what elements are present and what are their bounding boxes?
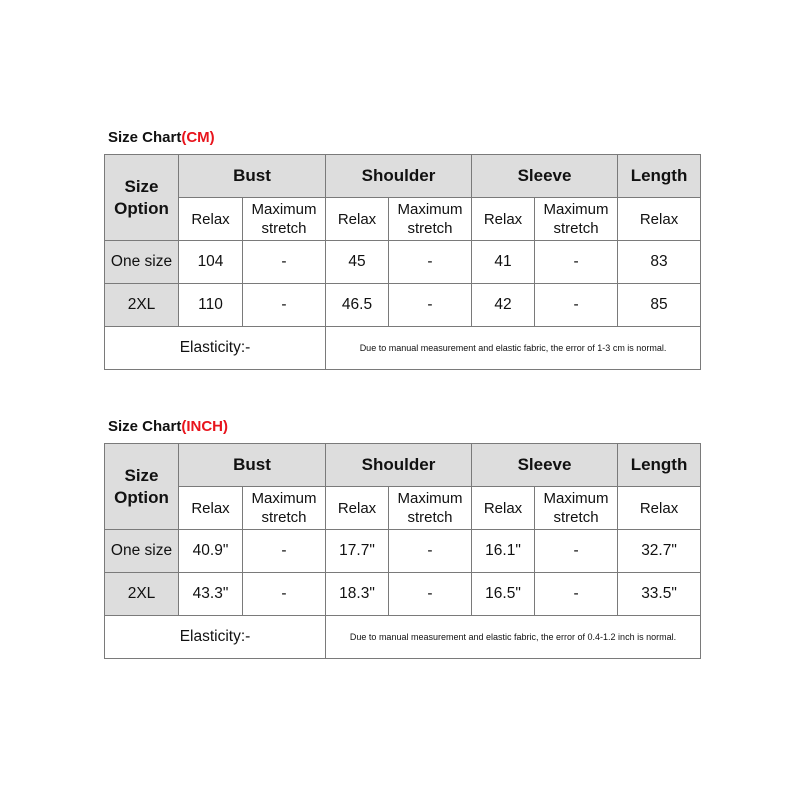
length-value: 33.5": [618, 573, 701, 616]
shoulder-value: 45: [326, 241, 389, 284]
header-sleeve: Sleeve: [472, 155, 618, 198]
table-row: [105, 530, 701, 573]
elasticity-label: Elasticity:-: [105, 327, 326, 370]
size-label: 2XL: [105, 284, 179, 327]
bust-max-value: -: [243, 573, 326, 616]
sub-max-stretch: Maximum stretch: [389, 487, 472, 530]
size-header-bottom: Option: [114, 198, 169, 218]
sub-relax: Relax: [472, 487, 535, 530]
bust-value: 104: [179, 241, 243, 284]
table-row: [105, 241, 701, 284]
table-row: [105, 573, 701, 616]
chart-title: [108, 128, 700, 154]
sleeve-value: 42: [472, 284, 535, 327]
bust-max-value: -: [243, 284, 326, 327]
measurement-note: Due to manual measurement and elastic fabric, the error of 1-3 cm is normal.: [326, 327, 701, 370]
bust-max-value: -: [243, 241, 326, 284]
size-chart-cm: [104, 128, 700, 370]
sleeve-value: 16.5": [472, 573, 535, 616]
sub-relax: Relax: [618, 487, 701, 530]
size-label: 2XL: [105, 573, 179, 616]
sleeve-max-value: -: [535, 530, 618, 573]
sleeve-value: 41: [472, 241, 535, 284]
table-row-footer: [105, 327, 701, 370]
header-length: Length: [618, 155, 701, 198]
size-option-header: [105, 155, 179, 241]
sleeve-max-value: -: [535, 573, 618, 616]
chart-title-text: Size Chart: [108, 129, 182, 146]
header-length: Length: [618, 444, 701, 487]
chart-unit: (CM): [181, 129, 215, 146]
chart-unit: (INCH): [181, 418, 229, 435]
length-value: 32.7": [618, 530, 701, 573]
size-chart-inch: [104, 417, 700, 659]
sub-max-stretch: Maximum stretch: [243, 198, 326, 241]
shoulder-value: 18.3": [326, 573, 389, 616]
size-header-bottom: Option: [114, 487, 169, 507]
length-value: 85: [618, 284, 701, 327]
sleeve-max-value: -: [535, 241, 618, 284]
sleeve-value: 16.1": [472, 530, 535, 573]
header-sleeve: Sleeve: [472, 444, 618, 487]
size-header-top: Size: [124, 176, 159, 196]
table-row: [105, 284, 701, 327]
size-option-header: [105, 444, 179, 530]
sub-relax: Relax: [472, 198, 535, 241]
sub-relax: Relax: [179, 198, 243, 241]
shoulder-value: 17.7": [326, 530, 389, 573]
header-shoulder: Shoulder: [326, 444, 472, 487]
sub-max-stretch: Maximum stretch: [389, 198, 472, 241]
shoulder-max-value: -: [389, 530, 472, 573]
header-bust: Bust: [179, 444, 326, 487]
sleeve-max-value: -: [535, 284, 618, 327]
bust-value: 110: [179, 284, 243, 327]
size-label: One size: [105, 530, 179, 573]
sub-relax: Relax: [326, 198, 389, 241]
header-shoulder: Shoulder: [326, 155, 472, 198]
elasticity-label: Elasticity:-: [105, 616, 326, 659]
header-bust: Bust: [179, 155, 326, 198]
size-label: One size: [105, 241, 179, 284]
length-value: 83: [618, 241, 701, 284]
sub-relax: Relax: [618, 198, 701, 241]
size-table: [104, 443, 701, 659]
size-header-top: Size: [124, 465, 159, 485]
table-row-footer: [105, 616, 701, 659]
shoulder-value: 46.5: [326, 284, 389, 327]
shoulder-max-value: -: [389, 573, 472, 616]
bust-max-value: -: [243, 530, 326, 573]
chart-title: [108, 417, 700, 443]
chart-title-text: Size Chart: [108, 418, 182, 435]
bust-value: 40.9": [179, 530, 243, 573]
sub-max-stretch: Maximum stretch: [535, 487, 618, 530]
sub-max-stretch: Maximum stretch: [535, 198, 618, 241]
measurement-note: Due to manual measurement and elastic fabric, the error of 0.4-1.2 inch is normal.: [326, 616, 701, 659]
sub-relax: Relax: [326, 487, 389, 530]
bust-value: 43.3": [179, 573, 243, 616]
shoulder-max-value: -: [389, 241, 472, 284]
size-table: [104, 154, 701, 370]
sub-relax: Relax: [179, 487, 243, 530]
shoulder-max-value: -: [389, 284, 472, 327]
sub-max-stretch: Maximum stretch: [243, 487, 326, 530]
